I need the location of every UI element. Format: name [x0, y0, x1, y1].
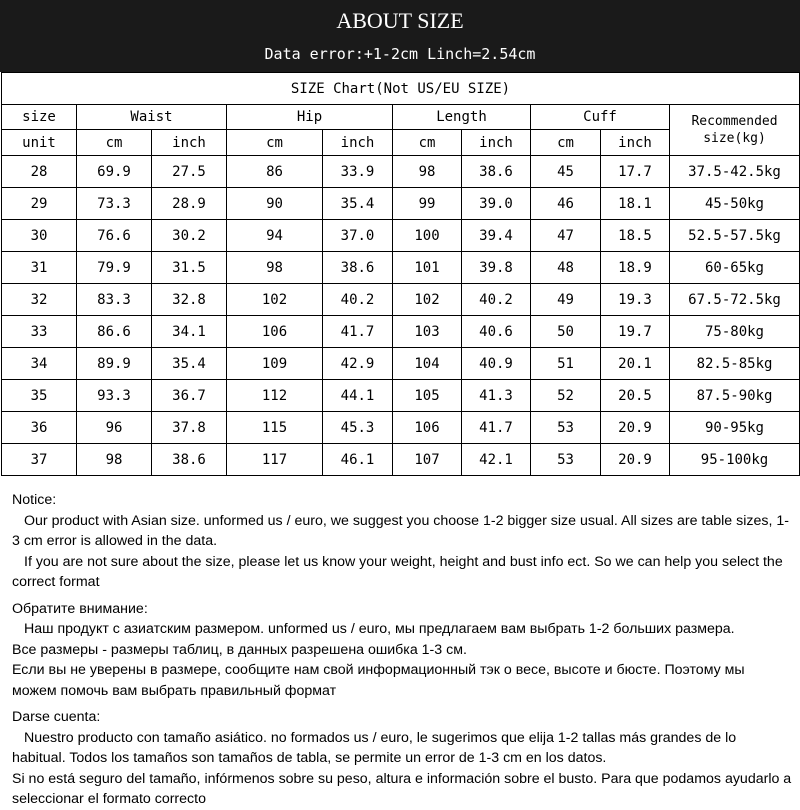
header-cuff: Cuff [531, 105, 670, 130]
table-row [2, 252, 800, 284]
cell-recommended-weight: 95-100kg [670, 444, 800, 476]
cell-hip-inch: 46.1 [323, 444, 393, 476]
notice-russian [12, 599, 792, 702]
notice-english [12, 490, 792, 593]
cell-waist-cm: 96 [77, 412, 152, 444]
cell-waist-inch: 30.2 [152, 220, 227, 252]
cell-recommended-weight: 52.5-57.5kg [670, 220, 800, 252]
cell-hip-inch: 42.9 [323, 348, 393, 380]
cell-length-inch: 41.7 [462, 412, 531, 444]
cell-hip-cm: 98 [227, 252, 323, 284]
notes-section [0, 476, 792, 810]
cell-waist-cm: 79.9 [77, 252, 152, 284]
cell-cuff-inch: 20.1 [601, 348, 670, 380]
cell-length-inch: 39.0 [462, 188, 531, 220]
size-chart-table [1, 72, 800, 476]
notice-en-line2: If you are not sure about the size, please let us know your weight, height and bust info ect. So we can help you select the correct format [12, 553, 783, 590]
cell-length-inch: 40.6 [462, 316, 531, 348]
cell-cuff-cm: 48 [531, 252, 601, 284]
cell-hip-cm: 94 [227, 220, 323, 252]
header-size: size [2, 105, 77, 130]
header-recommended-line2: size(kg) [703, 131, 766, 146]
cell-size: 35 [2, 380, 77, 412]
table-row [2, 316, 800, 348]
table-row [2, 348, 800, 380]
cell-hip-cm: 109 [227, 348, 323, 380]
cell-hip-cm: 117 [227, 444, 323, 476]
table-row [2, 188, 800, 220]
cell-hip-cm: 90 [227, 188, 323, 220]
cell-waist-cm: 93.3 [77, 380, 152, 412]
header-length-inch: inch [462, 130, 531, 156]
cell-length-cm: 99 [393, 188, 462, 220]
cell-hip-cm: 112 [227, 380, 323, 412]
cell-recommended-weight: 82.5-85kg [670, 348, 800, 380]
cell-recommended-weight: 37.5-42.5kg [670, 156, 800, 188]
cell-length-cm: 106 [393, 412, 462, 444]
cell-length-inch: 39.4 [462, 220, 531, 252]
notice-es-line1: Nuestro producto con tamaño asiático. no formados us / euro, le sugerimos que elija 1-2 tallas más grandes de lo habitual. Todos los tamaños son tamaños de tabla, se permite un error de 1-3 cm en los datos. [12, 729, 737, 766]
cell-waist-inch: 35.4 [152, 348, 227, 380]
cell-hip-cm: 102 [227, 284, 323, 316]
cell-length-inch: 40.2 [462, 284, 531, 316]
header-recommended [670, 105, 800, 156]
header-waist-cm: cm [77, 130, 152, 156]
cell-cuff-inch: 18.5 [601, 220, 670, 252]
cell-size: 32 [2, 284, 77, 316]
cell-recommended-weight: 60-65kg [670, 252, 800, 284]
cell-cuff-cm: 53 [531, 412, 601, 444]
banner-subtitle: Data error:+1-2cm Linch=2.54cm [264, 45, 536, 63]
cell-size: 28 [2, 156, 77, 188]
cell-waist-inch: 32.8 [152, 284, 227, 316]
cell-waist-inch: 28.9 [152, 188, 227, 220]
header-waist-inch: inch [152, 130, 227, 156]
cell-cuff-inch: 20.5 [601, 380, 670, 412]
cell-hip-cm: 86 [227, 156, 323, 188]
cell-hip-cm: 106 [227, 316, 323, 348]
header-hip-inch: inch [323, 130, 393, 156]
notice-ru-line1: Наш продукт с азиатским размером. unformed us / euro, мы предлагаем вам выбрать 1-2 больших размера. [24, 621, 735, 637]
cell-waist-inch: 37.8 [152, 412, 227, 444]
cell-size: 30 [2, 220, 77, 252]
notice-es-line2: Si no está seguro del tamaño, infórmenos sobre su peso, altura e información sobre el busto. Para que podamos ayudarlo a seleccionar el formato correcto [12, 770, 792, 807]
cell-length-cm: 98 [393, 156, 462, 188]
header-recommended-line1: Recommended [691, 114, 778, 129]
cell-size: 37 [2, 444, 77, 476]
header-length-cm: cm [393, 130, 462, 156]
cell-cuff-cm: 51 [531, 348, 601, 380]
cell-cuff-cm: 47 [531, 220, 601, 252]
about-size-banner [0, 0, 800, 72]
cell-length-cm: 101 [393, 252, 462, 284]
cell-recommended-weight: 67.5-72.5kg [670, 284, 800, 316]
cell-waist-cm: 69.9 [77, 156, 152, 188]
header-waist: Waist [77, 105, 227, 130]
cell-length-cm: 105 [393, 380, 462, 412]
cell-size: 33 [2, 316, 77, 348]
cell-cuff-inch: 19.7 [601, 316, 670, 348]
cell-recommended-weight: 90-95kg [670, 412, 800, 444]
cell-hip-inch: 45.3 [323, 412, 393, 444]
cell-waist-cm: 73.3 [77, 188, 152, 220]
cell-length-cm: 104 [393, 348, 462, 380]
cell-cuff-cm: 49 [531, 284, 601, 316]
cell-cuff-cm: 50 [531, 316, 601, 348]
cell-waist-inch: 34.1 [152, 316, 227, 348]
cell-size: 36 [2, 412, 77, 444]
cell-cuff-inch: 20.9 [601, 444, 670, 476]
table-row [2, 444, 800, 476]
cell-cuff-inch: 18.1 [601, 188, 670, 220]
cell-waist-cm: 89.9 [77, 348, 152, 380]
header-cuff-cm: cm [531, 130, 601, 156]
cell-waist-cm: 76.6 [77, 220, 152, 252]
cell-cuff-cm: 53 [531, 444, 601, 476]
notice-en-line1: Our product with Asian size. unformed us / euro, we suggest you choose 1-2 bigger size usual. All sizes are table sizes, 1-3 cm error is allowed in the data. [12, 512, 789, 549]
table-row [2, 412, 800, 444]
cell-hip-inch: 33.9 [323, 156, 393, 188]
header-length: Length [393, 105, 531, 130]
cell-hip-inch: 37.0 [323, 220, 393, 252]
notice-ru-heading: Обратите внимание: [12, 600, 148, 617]
cell-length-inch: 39.8 [462, 252, 531, 284]
cell-cuff-cm: 52 [531, 380, 601, 412]
cell-waist-cm: 86.6 [77, 316, 152, 348]
notice-spanish [12, 707, 792, 810]
notice-ru-line2: Все размеры - размеры таблиц, в данных разрешена ошибка 1-3 см. [12, 641, 467, 658]
cell-cuff-inch: 18.9 [601, 252, 670, 284]
cell-length-inch: 41.3 [462, 380, 531, 412]
cell-cuff-cm: 46 [531, 188, 601, 220]
cell-length-inch: 40.9 [462, 348, 531, 380]
cell-waist-cm: 83.3 [77, 284, 152, 316]
cell-hip-inch: 38.6 [323, 252, 393, 284]
cell-hip-inch: 40.2 [323, 284, 393, 316]
cell-size: 29 [2, 188, 77, 220]
notice-en-heading: Notice: [12, 492, 57, 508]
cell-cuff-inch: 17.7 [601, 156, 670, 188]
cell-length-cm: 107 [393, 444, 462, 476]
cell-cuff-inch: 20.9 [601, 412, 670, 444]
table-row [2, 284, 800, 316]
cell-recommended-weight: 87.5-90kg [670, 380, 800, 412]
cell-hip-inch: 35.4 [323, 188, 393, 220]
cell-length-inch: 42.1 [462, 444, 531, 476]
table-row [2, 156, 800, 188]
cell-size: 34 [2, 348, 77, 380]
table-row [2, 220, 800, 252]
cell-cuff-inch: 19.3 [601, 284, 670, 316]
notice-es-heading: Darse cuenta: [12, 709, 101, 725]
header-unit: unit [2, 130, 77, 156]
cell-waist-cm: 98 [77, 444, 152, 476]
size-chart-title: SIZE Chart(Not US/EU SIZE) [2, 73, 800, 105]
table-row [2, 380, 800, 412]
cell-hip-inch: 41.7 [323, 316, 393, 348]
cell-length-inch: 38.6 [462, 156, 531, 188]
cell-waist-inch: 31.5 [152, 252, 227, 284]
cell-hip-inch: 44.1 [323, 380, 393, 412]
cell-hip-cm: 115 [227, 412, 323, 444]
notice-ru-line3: Если вы не уверены в размере, сообщите нам свой информационный тэк о весе, высоте и бюсте. Поэтому мы можем помочь вам выбрать правильный формат [12, 662, 745, 699]
cell-length-cm: 100 [393, 220, 462, 252]
cell-waist-inch: 36.7 [152, 380, 227, 412]
cell-length-cm: 102 [393, 284, 462, 316]
cell-recommended-weight: 45-50kg [670, 188, 800, 220]
cell-waist-inch: 27.5 [152, 156, 227, 188]
cell-cuff-cm: 45 [531, 156, 601, 188]
cell-length-cm: 103 [393, 316, 462, 348]
header-hip-cm: cm [227, 130, 323, 156]
cell-recommended-weight: 75-80kg [670, 316, 800, 348]
cell-waist-inch: 38.6 [152, 444, 227, 476]
header-hip: Hip [227, 105, 393, 130]
cell-size: 31 [2, 252, 77, 284]
header-cuff-inch: inch [601, 130, 670, 156]
banner-title: ABOUT SIZE [336, 8, 464, 33]
